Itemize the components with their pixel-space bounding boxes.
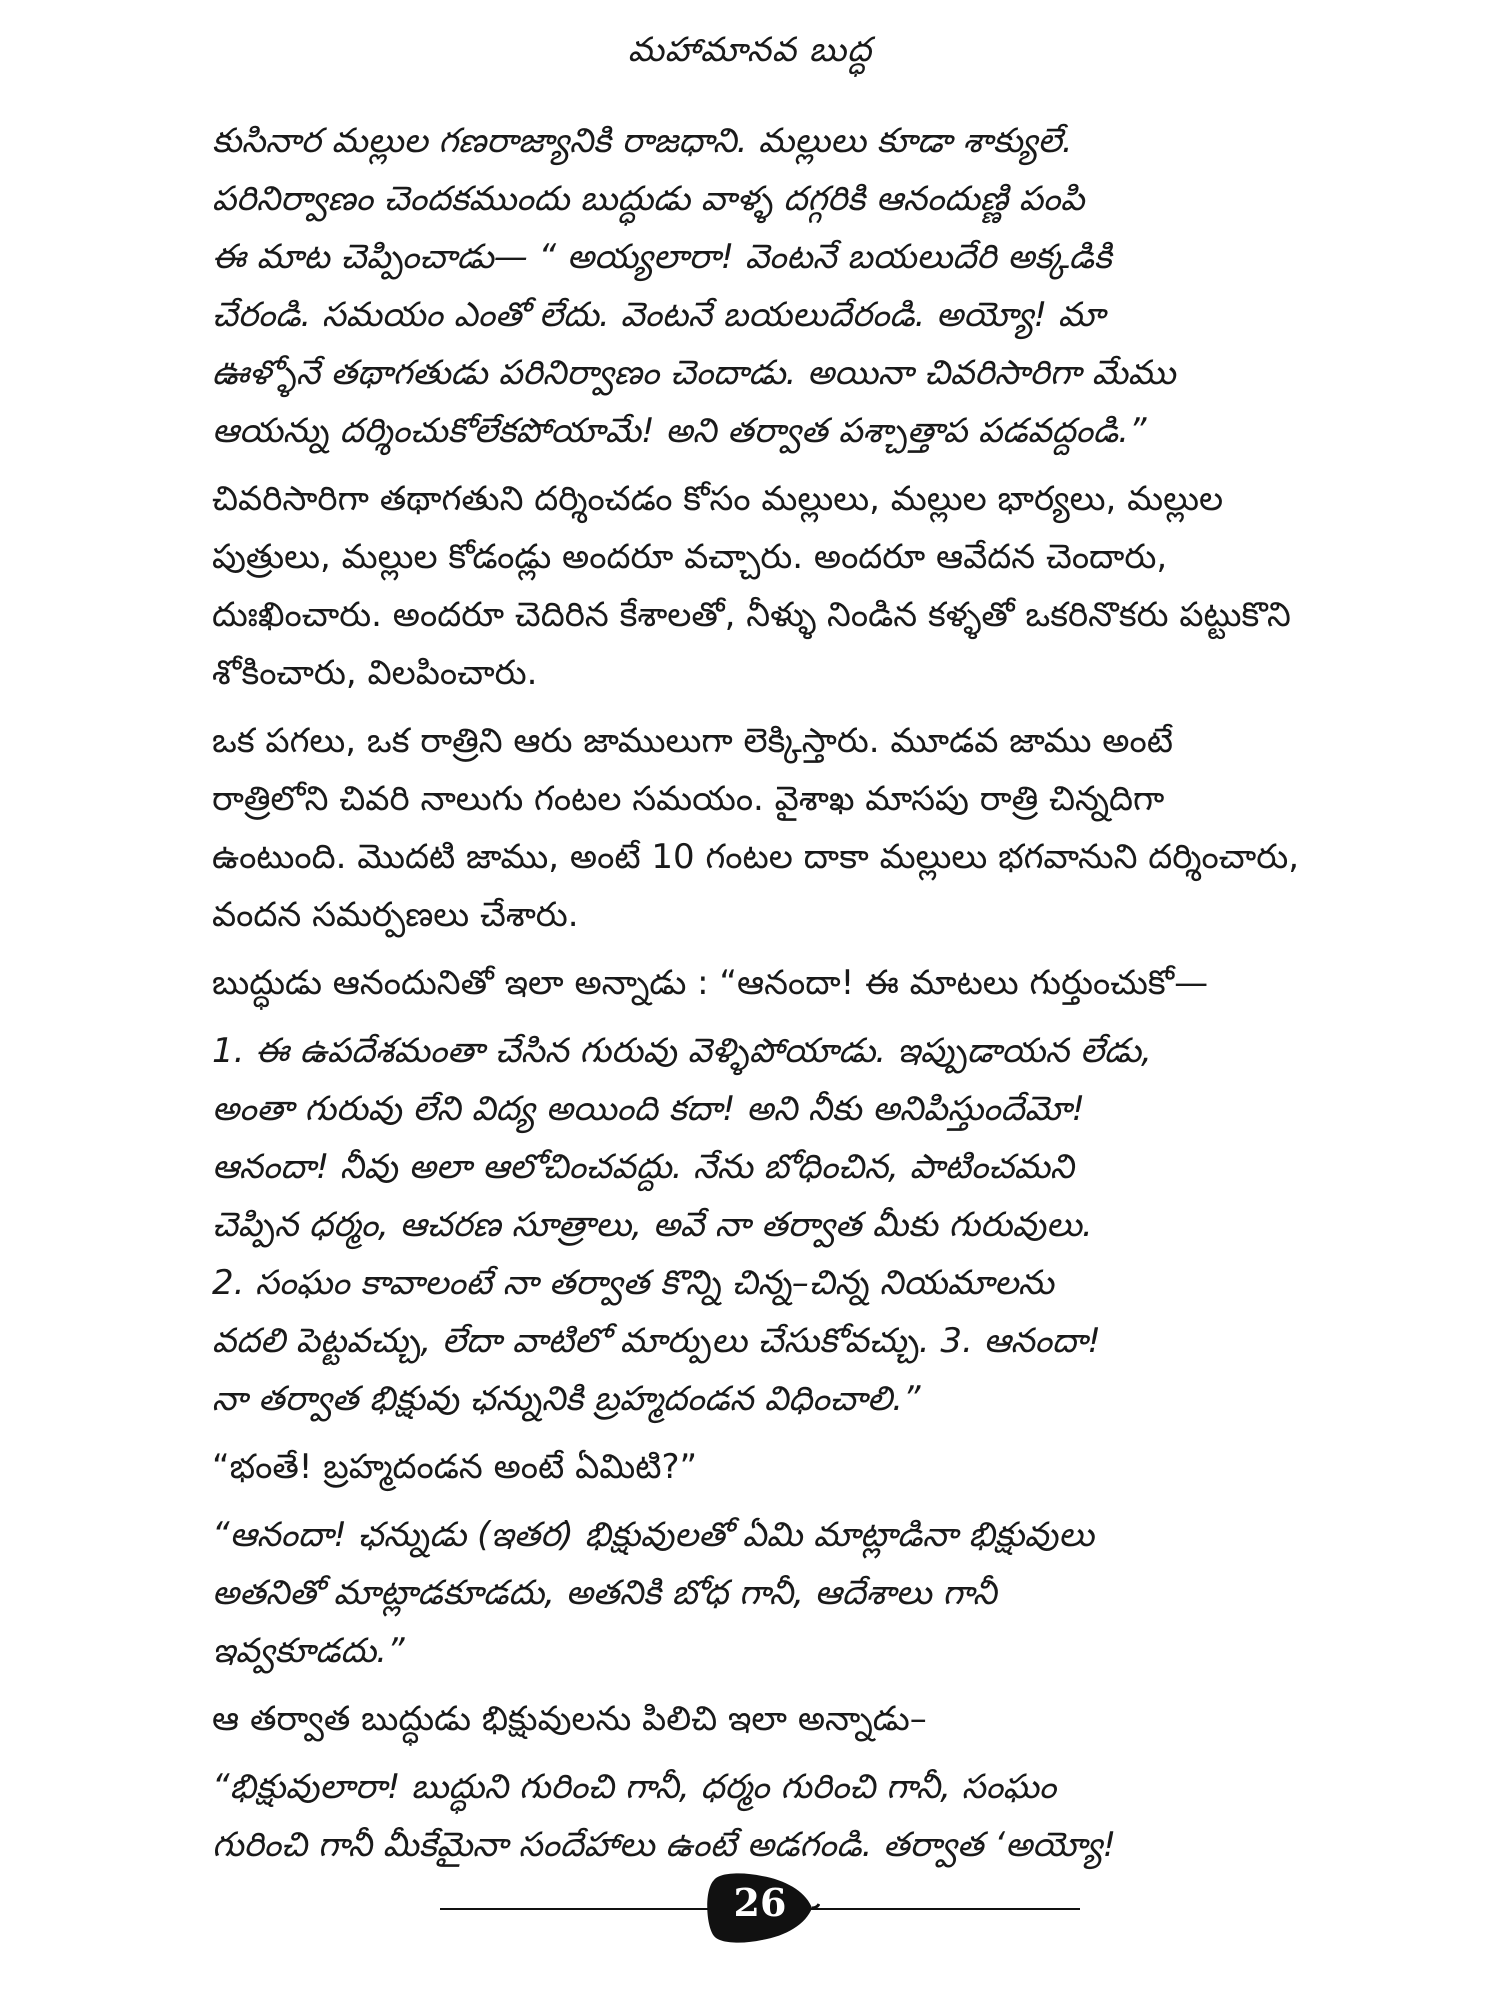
paragraph-4 xyxy=(212,954,1392,1012)
text-line: చెప్పిన ధర్మం, ఆచరణ సూత్రాలు, అవే నా తర్వాత మీకు గురువులు. xyxy=(212,1205,1093,1245)
text-line: నా తర్వాత భిక్షువు ఛన్నునికి బ్రహ్మదండన విధించాలి.” xyxy=(212,1379,921,1419)
text-line: బుద్ధుడు ఆనందునితో ఇలా అన్నాడు : “ఆనందా! ఈ మాటలు గుర్తుంచుకో— xyxy=(212,963,1209,1003)
text-line: “భిక్షువులారా! బుద్ధుని గురించి గానీ, ధర్మం గురించి గానీ, సంఘం xyxy=(212,1767,1057,1807)
text-line: ఆనందా! నీవు అలా ఆలోచించవద్దు. నేను బోధించిన, పాటించమని xyxy=(212,1147,1074,1187)
text-line: శోకించారు, విలపించారు. xyxy=(212,653,538,693)
text-line: దుఃఖించారు. అందరూ చెదిరిన కేశాలతో, నీళ్ళు నిండిన కళ్ళతో ఒకరినొకరు పట్టుకొని xyxy=(212,595,1291,635)
text-line: పుత్రులు, మల్లుల కోడండ్లు అందరూ వచ్చారు. అందరూ ఆవేదన చెందారు, xyxy=(212,537,1168,577)
text-line: “ఆనందా! ఛన్నుడు (ఇతర) భిక్షువులతో ఏమి మాట్లాడినా భిక్షువులు xyxy=(212,1515,1095,1555)
text-line: 2. సంఘం కావాలంటే నా తర్వాత కొన్ని చిన్న–చిన్న నియమాలను xyxy=(212,1263,1054,1303)
page-footer xyxy=(0,1868,1500,1948)
text-line: ఆ తర్వాత బుద్ధుడు భిక్షువులను పిలిచి ఇలా అన్నాడు– xyxy=(212,1699,927,1739)
text-line: ఉంటుంది. మొదటి జాము, అంటే 10 గంటల దాకా మల్లులు భగవానుని దర్శించారు, xyxy=(212,837,1300,877)
text-line: ఊళ్ళోనే తథాగతుడు పరినిర్వాణం చెందాడు. అయినా చివరిసారిగా మేము xyxy=(212,353,1176,393)
text-line: వదలి పెట్టవచ్చు, లేదా వాటిలో మార్పులు చేసుకోవచ్చు. 3. ఆనందా! xyxy=(212,1321,1101,1361)
body-text xyxy=(212,112,1392,1884)
paragraph-3 xyxy=(212,712,1392,944)
running-head: మహామానవ బుద్ధ xyxy=(627,30,873,70)
text-line: ఒక పగలు, ఒక రాత్రిని ఆరు జాములుగా లెక్కిస్తారు. మూడవ జాము అంటే xyxy=(212,721,1173,761)
text-line: అతనితో మాట్లాడకూడదు, అతనికి బోధ గానీ, ఆదేశాలు గానీ xyxy=(212,1573,997,1613)
text-line: చివరిసారిగా తథాగతుని దర్శించడం కోసం మల్లులు, మల్లుల భార్యలు, మల్లుల xyxy=(212,479,1224,519)
text-line: ఇవ్వకూడదు.” xyxy=(212,1631,405,1671)
text-line: పరినిర్వాణం చెందకముందు బుద్ధుడు వాళ్ళ దగ్గరికి ఆనందుణ్ణి పంపి xyxy=(212,179,1085,219)
paragraph-5 xyxy=(212,1022,1392,1428)
text-line: రాత్రిలోని చివరి నాలుగు గంటల సమయం. వైశాఖ మాసపు రాత్రి చిన్నదిగా xyxy=(212,779,1165,819)
paragraph-1 xyxy=(212,112,1392,460)
text-line: వందన సమర్పణలు చేశారు. xyxy=(212,895,579,935)
text-line: 1. ఈ ఉపదేశమంతా చేసిన గురువు వెళ్ళిపోయాడు. ఇప్పుడాయన లేడు, xyxy=(212,1031,1152,1071)
text-line: ఆయన్ను దర్శించుకోలేకపోయామే! అని తర్వాత పశ్చాత్తాప పడవద్దండి.” xyxy=(212,411,1147,451)
paragraph-9 xyxy=(212,1758,1392,1874)
text-line: చేరండి. సమయం ఎంతో లేదు. వెంటనే బయలుదేరండి. అయ్యో! మా xyxy=(212,295,1105,335)
paragraph-8 xyxy=(212,1690,1392,1748)
text-line: అంతా గురువు లేని విద్య అయింది కదా! అని నీకు అనిపిస్తుందేమో! xyxy=(212,1089,1085,1129)
text-line: “భంతే! బ్రహ్మదండన అంటే ఏమిటి?” xyxy=(212,1447,698,1487)
paragraph-6 xyxy=(212,1438,1392,1496)
paragraph-2 xyxy=(212,470,1392,702)
text-line: ఈ మాట చెప్పించాడు— “ అయ్యలారా! వెంటనే బయలుదేరి అక్కడికి xyxy=(212,237,1112,277)
footer-rule-right xyxy=(800,1908,1080,1910)
text-line: కుసినార మల్లుల గణరాజ్యానికి రాజధాని. మల్లులు కూడా శాక్యులే. xyxy=(212,121,1073,161)
text-line: గురించి గానీ మీకేమైనా సందేహాలు ఉంటే అడగండి. తర్వాత ‘అయ్యో! xyxy=(212,1825,1117,1865)
page-number: 26 xyxy=(733,1880,787,1925)
footer-rule-left xyxy=(440,1908,720,1910)
paragraph-7 xyxy=(212,1506,1392,1680)
